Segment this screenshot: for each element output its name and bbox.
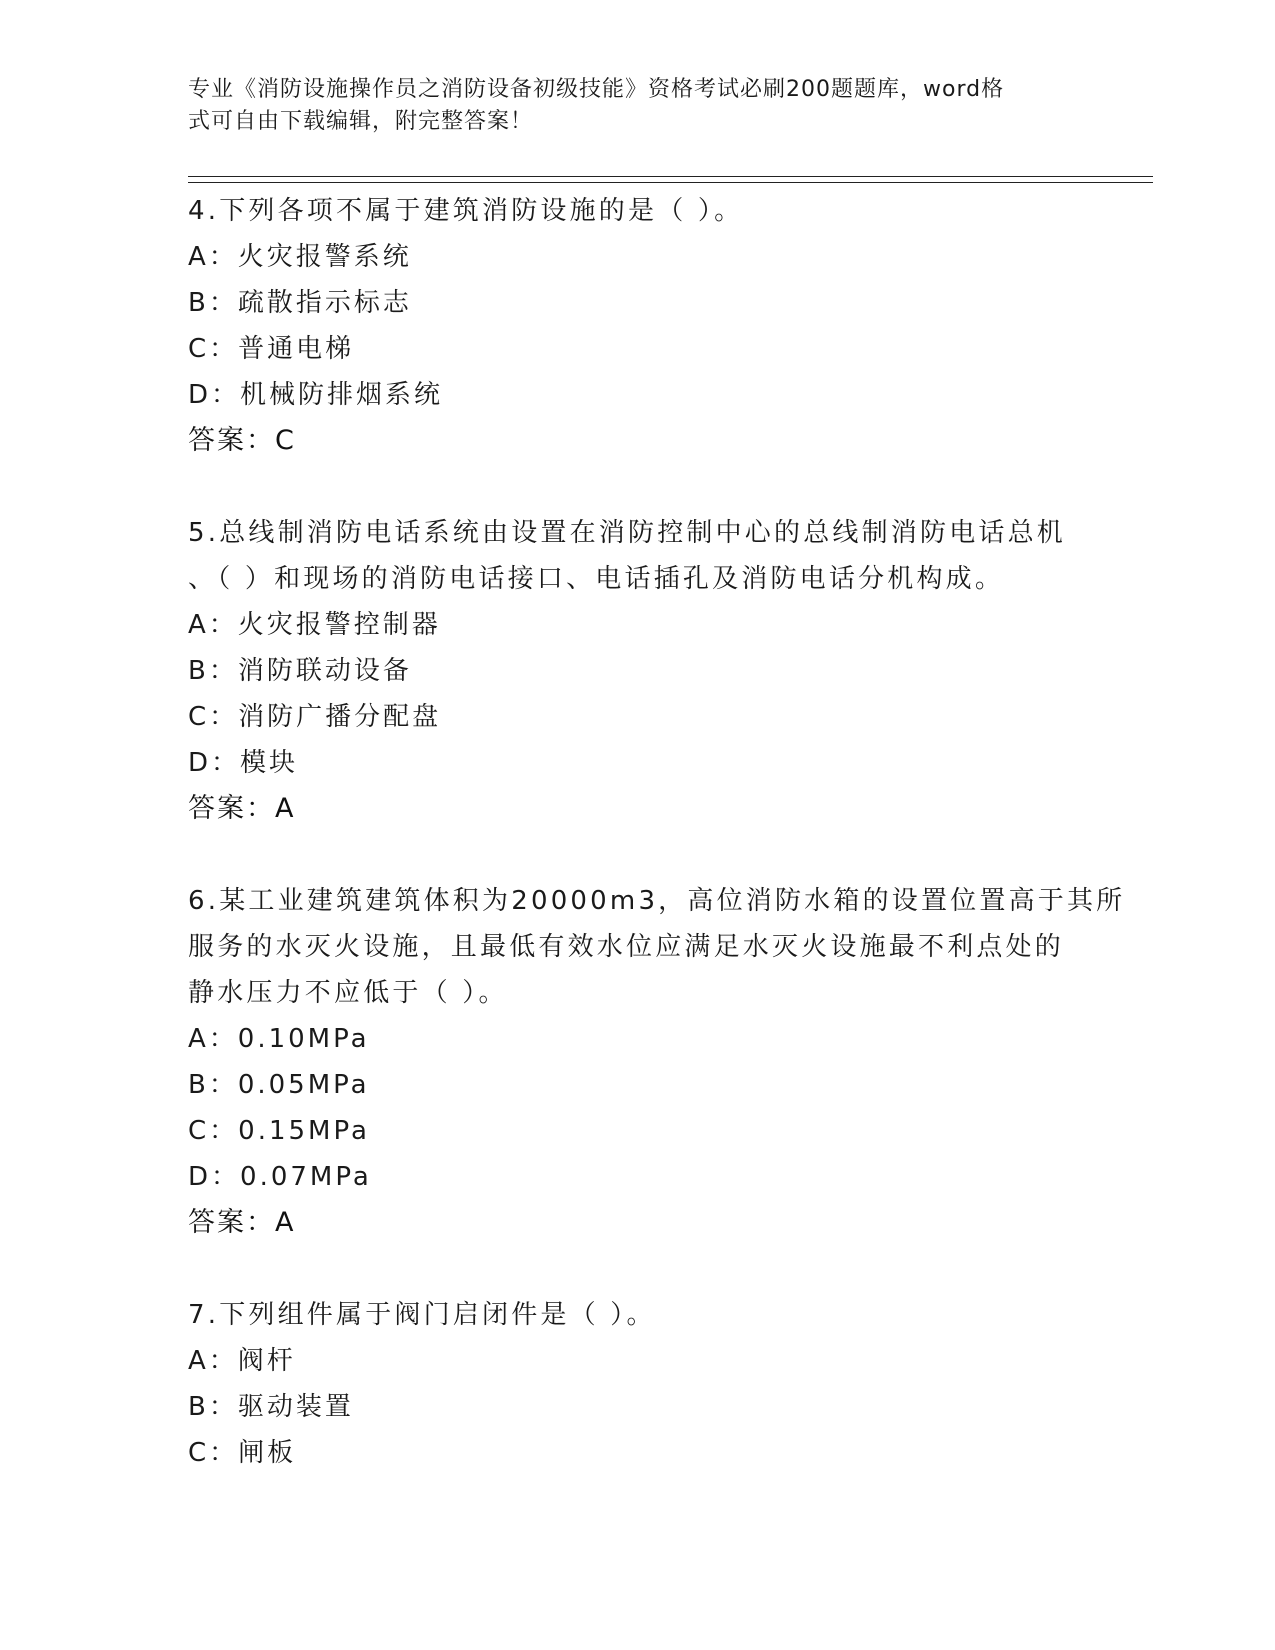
question-5 xyxy=(188,510,1088,832)
option-a: A：0.10MPa xyxy=(188,1024,370,1054)
question-6 xyxy=(188,878,1126,1246)
option-c: C：消防广播分配盘 xyxy=(188,702,442,732)
option-b: B：消防联动设备 xyxy=(188,656,412,686)
spacer xyxy=(188,832,1088,878)
question-4 xyxy=(188,188,1088,464)
option-c: C：普通电梯 xyxy=(188,334,355,364)
question-stem: 服务的水灭火设施，且最低有效水位应满足水灭火设施最不利点处的 xyxy=(188,932,1065,962)
option-d: D：模块 xyxy=(188,748,299,778)
answer: 答案：A xyxy=(188,1207,296,1238)
option-a: A：火灾报警控制器 xyxy=(188,610,441,640)
option-c: C：0.15MPa xyxy=(188,1116,370,1146)
question-7 xyxy=(188,1292,1088,1476)
question-stem: 静水压力不应低于（ ）。 xyxy=(188,978,508,1008)
header-divider-bottom xyxy=(188,182,1153,183)
question-stem: 、（ ）和现场的消防电话接口、电话插孔及消防电话分机构成。 xyxy=(188,564,1005,594)
spacer xyxy=(188,464,1088,510)
header-line-2: 式可自由下载编辑，附完整答案！ xyxy=(188,109,534,134)
option-b: B：疏散指示标志 xyxy=(188,288,412,318)
spacer xyxy=(188,1246,1088,1292)
question-stem: 5.总线制消防电话系统由设置在消防控制中心的总线制消防电话总机 xyxy=(188,518,1067,548)
header-line-1: 专业《消防设施操作员之消防设备初级技能》资格考试必刷200题题库，word格 xyxy=(188,77,1005,102)
question-list xyxy=(188,188,1126,1476)
option-c: C：闸板 xyxy=(188,1438,297,1468)
answer: 答案：C xyxy=(188,425,296,456)
option-b: B：驱动装置 xyxy=(188,1392,354,1422)
question-stem: 7.下列组件属于阀门启闭件是（ ）。 xyxy=(188,1300,656,1330)
answer: 答案：A xyxy=(188,793,296,824)
header-divider-top xyxy=(188,176,1153,177)
option-b: B：0.05MPa xyxy=(188,1070,370,1100)
question-stem: 6.某工业建筑建筑体积为20000m3，高位消防水箱的设置位置高于其所 xyxy=(188,886,1126,916)
option-d: D：机械防排烟系统 xyxy=(188,380,444,410)
option-d: D：0.07MPa xyxy=(188,1162,372,1192)
option-a: A：阀杆 xyxy=(188,1346,296,1376)
document-header xyxy=(188,74,1068,138)
question-stem: 4.下列各项不属于建筑消防设施的是（ ）。 xyxy=(188,196,744,226)
option-a: A：火灾报警系统 xyxy=(188,242,412,272)
